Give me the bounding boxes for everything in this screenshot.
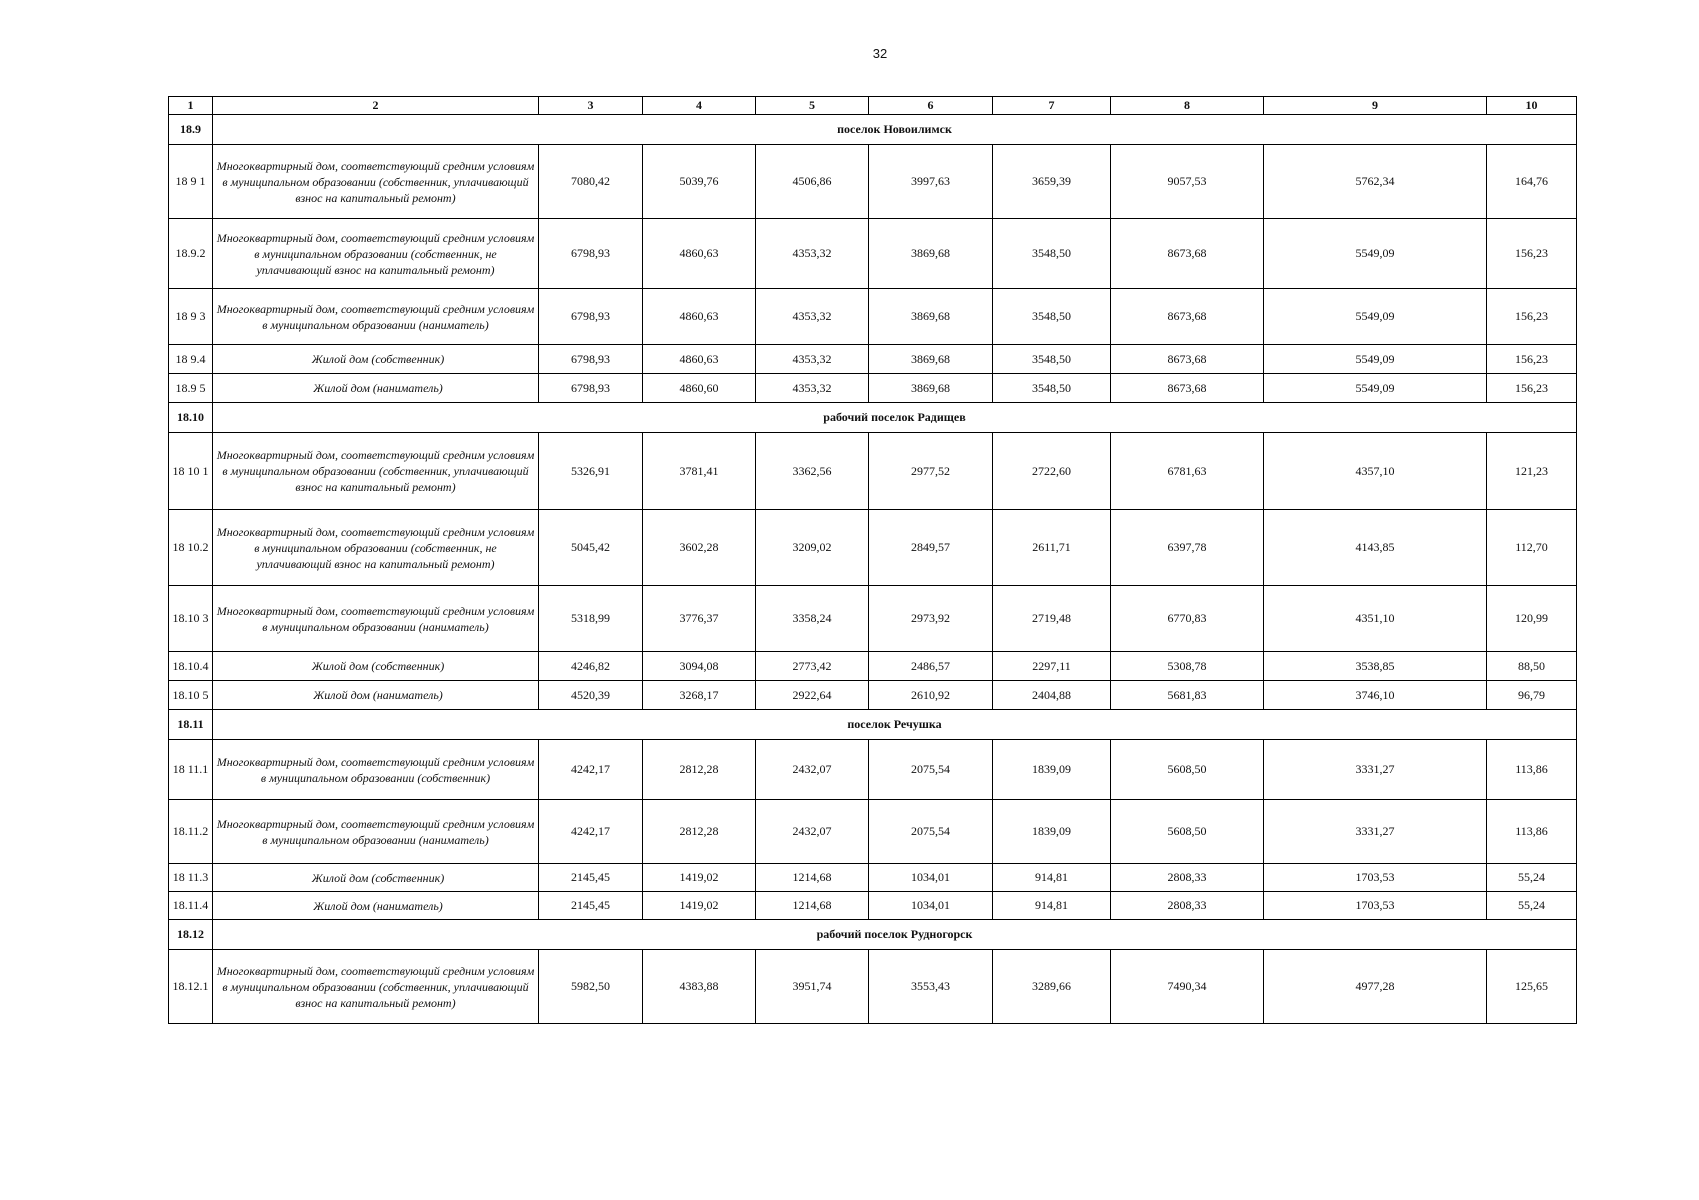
value-cell: 156,23 — [1487, 219, 1577, 289]
row-code: 18 10.2 — [169, 510, 213, 586]
value-cell: 4242,17 — [539, 740, 643, 800]
row-code: 18 9 3 — [169, 289, 213, 345]
value-cell: 4860,63 — [643, 345, 756, 374]
value-cell: 2773,42 — [756, 652, 869, 681]
table-row — [169, 800, 1577, 864]
row-description: Многоквартирный дом, соответствующий средним условиям в муниципальном образовании (собственник, уплачивающий взнос на капитальный ремонт) — [213, 145, 539, 219]
row-description: Многоквартирный дом, соответствующий средним условиям в муниципальном образовании (собственник, не уплачивающий взнос на капитальный ремонт) — [213, 510, 539, 586]
value-cell: 156,23 — [1487, 345, 1577, 374]
value-cell: 3869,68 — [869, 374, 993, 403]
value-cell: 4977,28 — [1264, 950, 1487, 1024]
header-cell: 7 — [993, 97, 1111, 115]
value-cell: 121,23 — [1487, 433, 1577, 510]
value-cell: 55,24 — [1487, 864, 1577, 892]
value-cell: 3746,10 — [1264, 681, 1487, 710]
value-cell: 2404,88 — [993, 681, 1111, 710]
value-cell: 2812,28 — [643, 800, 756, 864]
row-description: Многоквартирный дом, соответствующий средним условиям в муниципальном образовании (наниматель) — [213, 800, 539, 864]
header-cell: 9 — [1264, 97, 1487, 115]
value-cell: 88,50 — [1487, 652, 1577, 681]
value-cell: 3781,41 — [643, 433, 756, 510]
value-cell: 5982,50 — [539, 950, 643, 1024]
value-cell: 113,86 — [1487, 800, 1577, 864]
value-cell: 3869,68 — [869, 289, 993, 345]
value-cell: 3776,37 — [643, 586, 756, 652]
table-row — [169, 586, 1577, 652]
value-cell: 6798,93 — [539, 219, 643, 289]
value-cell: 1703,53 — [1264, 892, 1487, 920]
section-row — [169, 710, 1577, 740]
value-cell: 4242,17 — [539, 800, 643, 864]
value-cell: 1839,09 — [993, 800, 1111, 864]
row-description: Многоквартирный дом, соответствующий средним условиям в муниципальном образовании (наниматель) — [213, 586, 539, 652]
value-cell: 2611,71 — [993, 510, 1111, 586]
value-cell: 3553,43 — [869, 950, 993, 1024]
value-cell: 6397,78 — [1111, 510, 1264, 586]
value-cell: 2075,54 — [869, 740, 993, 800]
value-cell: 2849,57 — [869, 510, 993, 586]
value-cell: 4357,10 — [1264, 433, 1487, 510]
value-cell: 2719,48 — [993, 586, 1111, 652]
value-cell: 4353,32 — [756, 289, 869, 345]
value-cell: 1419,02 — [643, 892, 756, 920]
header-cell: 4 — [643, 97, 756, 115]
value-cell: 3659,39 — [993, 145, 1111, 219]
section-code: 18.10 — [169, 403, 213, 433]
value-cell: 914,81 — [993, 892, 1111, 920]
value-cell: 4353,32 — [756, 345, 869, 374]
value-cell: 9057,53 — [1111, 145, 1264, 219]
value-cell: 3548,50 — [993, 345, 1111, 374]
value-cell: 1703,53 — [1264, 864, 1487, 892]
value-cell: 3602,28 — [643, 510, 756, 586]
value-cell: 2973,92 — [869, 586, 993, 652]
section-title: поселок Речушка — [213, 710, 1577, 740]
header-cell: 5 — [756, 97, 869, 115]
table-row — [169, 681, 1577, 710]
value-cell: 6798,93 — [539, 289, 643, 345]
value-cell: 5039,76 — [643, 145, 756, 219]
value-cell: 2432,07 — [756, 740, 869, 800]
row-description: Жилой дом (наниматель) — [213, 892, 539, 920]
value-cell: 3094,08 — [643, 652, 756, 681]
row-description: Жилой дом (собственник) — [213, 652, 539, 681]
table-row — [169, 145, 1577, 219]
value-cell: 3548,50 — [993, 374, 1111, 403]
value-cell: 4246,82 — [539, 652, 643, 681]
header-cell: 10 — [1487, 97, 1577, 115]
value-cell: 5549,09 — [1264, 345, 1487, 374]
table-row — [169, 374, 1577, 403]
value-cell: 8673,68 — [1111, 289, 1264, 345]
value-cell: 6798,93 — [539, 374, 643, 403]
value-cell: 2145,45 — [539, 892, 643, 920]
table-row — [169, 219, 1577, 289]
section-row — [169, 115, 1577, 145]
table-row — [169, 892, 1577, 920]
value-cell: 164,76 — [1487, 145, 1577, 219]
value-cell: 5608,50 — [1111, 740, 1264, 800]
page-number: 32 — [872, 46, 888, 61]
section-title: поселок Новоилимск — [213, 115, 1577, 145]
value-cell: 914,81 — [993, 864, 1111, 892]
section-code: 18.11 — [169, 710, 213, 740]
row-code: 18.10 3 — [169, 586, 213, 652]
row-code: 18.11.4 — [169, 892, 213, 920]
value-cell: 7490,34 — [1111, 950, 1264, 1024]
row-code: 18 10 1 — [169, 433, 213, 510]
row-code: 18.9.2 — [169, 219, 213, 289]
table-body — [169, 97, 1577, 1024]
value-cell: 156,23 — [1487, 374, 1577, 403]
value-cell: 156,23 — [1487, 289, 1577, 345]
value-cell: 2075,54 — [869, 800, 993, 864]
value-cell: 2812,28 — [643, 740, 756, 800]
row-description: Многоквартирный дом, соответствующий средним условиям в муниципальном образовании (наниматель) — [213, 289, 539, 345]
value-cell: 113,86 — [1487, 740, 1577, 800]
value-cell: 5045,42 — [539, 510, 643, 586]
value-cell: 3869,68 — [869, 345, 993, 374]
value-cell: 5762,34 — [1264, 145, 1487, 219]
value-cell: 2808,33 — [1111, 864, 1264, 892]
value-cell: 3997,63 — [869, 145, 993, 219]
value-cell: 3268,17 — [643, 681, 756, 710]
value-cell: 2432,07 — [756, 800, 869, 864]
value-cell: 1419,02 — [643, 864, 756, 892]
row-code: 18 11.3 — [169, 864, 213, 892]
header-cell: 6 — [869, 97, 993, 115]
section-code: 18.12 — [169, 920, 213, 950]
value-cell: 1214,68 — [756, 892, 869, 920]
value-cell: 3289,66 — [993, 950, 1111, 1024]
row-code: 18.10.4 — [169, 652, 213, 681]
value-cell: 3331,27 — [1264, 740, 1487, 800]
value-cell: 6798,93 — [539, 345, 643, 374]
value-cell: 3331,27 — [1264, 800, 1487, 864]
table-row — [169, 864, 1577, 892]
row-code: 18 9 1 — [169, 145, 213, 219]
header-cell: 8 — [1111, 97, 1264, 115]
row-description: Жилой дом (собственник) — [213, 864, 539, 892]
value-cell: 125,65 — [1487, 950, 1577, 1024]
value-cell: 5318,99 — [539, 586, 643, 652]
value-cell: 4506,86 — [756, 145, 869, 219]
value-cell: 4860,63 — [643, 219, 756, 289]
row-code: 18.10 5 — [169, 681, 213, 710]
value-cell: 3538,85 — [1264, 652, 1487, 681]
value-cell: 120,99 — [1487, 586, 1577, 652]
value-cell: 5308,78 — [1111, 652, 1264, 681]
value-cell: 4860,63 — [643, 289, 756, 345]
row-code: 18 9.4 — [169, 345, 213, 374]
section-row — [169, 403, 1577, 433]
value-cell: 4353,32 — [756, 219, 869, 289]
value-cell: 1839,09 — [993, 740, 1111, 800]
value-cell: 5549,09 — [1264, 219, 1487, 289]
value-cell: 1034,01 — [869, 892, 993, 920]
table-row — [169, 740, 1577, 800]
value-cell: 5608,50 — [1111, 800, 1264, 864]
header-cell: 2 — [213, 97, 539, 115]
value-cell: 7080,42 — [539, 145, 643, 219]
value-cell: 8673,68 — [1111, 219, 1264, 289]
value-cell: 2808,33 — [1111, 892, 1264, 920]
value-cell: 1214,68 — [756, 864, 869, 892]
table-row — [169, 433, 1577, 510]
row-description: Многоквартирный дом, соответствующий средним условиям в муниципальном образовании (собственник, уплачивающий взнос на капитальный ремонт) — [213, 950, 539, 1024]
section-title: рабочий поселок Рудногорск — [213, 920, 1577, 950]
header-row — [169, 97, 1577, 115]
value-cell: 55,24 — [1487, 892, 1577, 920]
value-cell: 8673,68 — [1111, 345, 1264, 374]
value-cell: 5326,91 — [539, 433, 643, 510]
value-cell: 2297,11 — [993, 652, 1111, 681]
row-description: Многоквартирный дом, соответствующий средним условиям в муниципальном образовании (собственник, уплачивающий взнос на капитальный ремонт) — [213, 433, 539, 510]
value-cell: 5549,09 — [1264, 374, 1487, 403]
row-description: Многоквартирный дом, соответствующий средним условиям в муниципальном образовании (собственник, не уплачивающий взнос на капитальный ремонт) — [213, 219, 539, 289]
value-cell: 96,79 — [1487, 681, 1577, 710]
value-cell: 2486,57 — [869, 652, 993, 681]
value-cell: 2145,45 — [539, 864, 643, 892]
header-cell: 3 — [539, 97, 643, 115]
value-cell: 2977,52 — [869, 433, 993, 510]
value-cell: 3362,56 — [756, 433, 869, 510]
table-row — [169, 345, 1577, 374]
row-description: Жилой дом (наниматель) — [213, 681, 539, 710]
value-cell: 2722,60 — [993, 433, 1111, 510]
table-row — [169, 289, 1577, 345]
section-title: рабочий поселок Радищев — [213, 403, 1577, 433]
table-row — [169, 950, 1577, 1024]
table-row — [169, 652, 1577, 681]
value-cell: 4860,60 — [643, 374, 756, 403]
value-cell: 4353,32 — [756, 374, 869, 403]
section-row — [169, 920, 1577, 950]
value-cell: 3548,50 — [993, 289, 1111, 345]
row-description: Многоквартирный дом, соответствующий средним условиям в муниципальном образовании (собственник) — [213, 740, 539, 800]
value-cell: 1034,01 — [869, 864, 993, 892]
value-cell: 5549,09 — [1264, 289, 1487, 345]
value-cell: 4520,39 — [539, 681, 643, 710]
value-cell: 4351,10 — [1264, 586, 1487, 652]
value-cell: 3358,24 — [756, 586, 869, 652]
row-description: Жилой дом (наниматель) — [213, 374, 539, 403]
row-code: 18.12.1 — [169, 950, 213, 1024]
value-cell: 8673,68 — [1111, 374, 1264, 403]
value-cell: 3869,68 — [869, 219, 993, 289]
value-cell: 3209,02 — [756, 510, 869, 586]
row-description: Жилой дом (собственник) — [213, 345, 539, 374]
value-cell: 3548,50 — [993, 219, 1111, 289]
table-row — [169, 510, 1577, 586]
row-code: 18 11.1 — [169, 740, 213, 800]
value-cell: 2922,64 — [756, 681, 869, 710]
row-code: 18.9 5 — [169, 374, 213, 403]
value-cell: 112,70 — [1487, 510, 1577, 586]
section-code: 18.9 — [169, 115, 213, 145]
row-code: 18.11.2 — [169, 800, 213, 864]
tariff-table — [168, 96, 1577, 1024]
value-cell: 4383,88 — [643, 950, 756, 1024]
value-cell: 6770,83 — [1111, 586, 1264, 652]
value-cell: 3951,74 — [756, 950, 869, 1024]
value-cell: 6781,63 — [1111, 433, 1264, 510]
value-cell: 2610,92 — [869, 681, 993, 710]
value-cell: 4143,85 — [1264, 510, 1487, 586]
header-cell: 1 — [169, 97, 213, 115]
value-cell: 5681,83 — [1111, 681, 1264, 710]
